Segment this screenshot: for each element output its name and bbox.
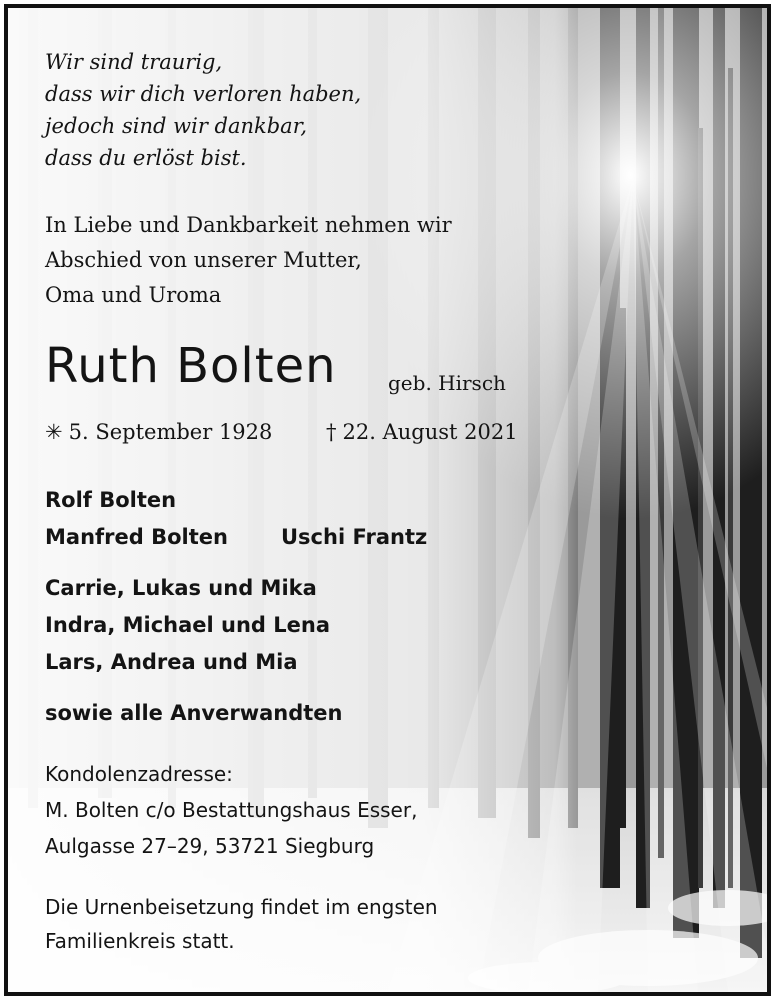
birth-date: 5. September 1928 (68, 420, 273, 444)
funeral-note-line: Die Urnenbeisetzung findet im engsten (45, 895, 438, 919)
family-member: Carrie, Lukas und Mika (45, 576, 317, 600)
poem-line: dass du erlöst bist. (45, 146, 247, 170)
obituary-frame (4, 4, 771, 996)
family-member: Indra, Michael und Lena (45, 613, 331, 637)
intro-line: Abschied von unserer Mutter, (45, 248, 362, 272)
death-date: 22. August 2021 (342, 420, 518, 444)
obituary-text (8, 8, 767, 992)
address-line: Kondolenzadresse: (45, 762, 233, 786)
address-line: Aulgasse 27–29, 53721 Siegburg (45, 834, 375, 858)
poem-line: Wir sind traurig, (45, 50, 223, 74)
birth-star-icon: ✳ (45, 420, 63, 444)
family-member: Rolf Bolten (45, 488, 177, 512)
intro-line: In Liebe und Dankbarkeit nehmen wir (45, 213, 452, 237)
poem-line: jedoch sind wir dankbar, (45, 114, 308, 138)
deceased-name: Ruth Bolten (45, 338, 337, 394)
family-member: Uschi Frantz (281, 525, 428, 549)
address-line: M. Bolten c/o Bestattungshaus Esser, (45, 798, 418, 822)
poem-line: dass wir dich verloren haben, (45, 82, 362, 106)
funeral-note-line: Familienkreis statt. (45, 929, 235, 953)
family-member: Manfred Bolten (45, 525, 228, 549)
birth-date-line (45, 420, 272, 444)
death-date-line (326, 420, 518, 444)
intro-line: Oma und Uroma (45, 283, 222, 307)
relatives-line: sowie alle Anverwandten (45, 701, 343, 725)
death-cross-icon: † (326, 420, 337, 444)
family-member: Lars, Andrea und Mia (45, 650, 298, 674)
maiden-name: geb. Hirsch (388, 371, 506, 395)
